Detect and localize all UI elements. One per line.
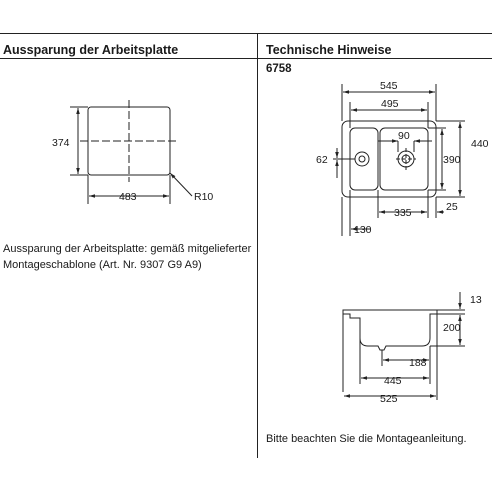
radius-leader — [170, 173, 192, 196]
cutout-width-label: 483 — [119, 191, 137, 203]
depth-label: 200 — [443, 322, 461, 334]
small-drain — [355, 152, 369, 166]
article-number: 6758 — [266, 63, 292, 75]
outer-length-label: 525 — [380, 393, 398, 405]
inner-width-label: 495 — [381, 98, 399, 110]
cutout-drawing — [70, 100, 192, 204]
right-heading: Technische Hinweise — [266, 43, 392, 57]
footer-note: Bitte beachten Sie die Montageanleitung. — [266, 433, 467, 445]
inner-depth-label: 390 — [443, 154, 461, 166]
outer-depth-label: 440 — [471, 138, 489, 150]
drain-width-label: 90 — [398, 130, 410, 142]
drain-offset-label: 62 — [316, 154, 328, 166]
sink-profile — [343, 310, 437, 350]
cutout-note-line2: Montageschablone (Art. Nr. 9307 G9 A9) — [3, 259, 202, 271]
edge-label: 25 — [446, 201, 458, 213]
sink-outer — [342, 121, 436, 197]
left-heading: Aussparung der Arbeitsplatte — [3, 43, 179, 57]
cutout-note-line1: Aussparung der Arbeitsplatte: gemäß mitgelieferter — [3, 243, 252, 255]
inner-length-label: 445 — [384, 375, 402, 387]
sink-side-view — [343, 292, 465, 400]
outer-width-label: 545 — [380, 80, 398, 92]
cutout-radius-label: R10 — [194, 191, 214, 203]
cutout-height-label: 374 — [52, 137, 70, 149]
left-edge-label: 130 — [354, 224, 372, 236]
rim-label: 13 — [470, 294, 482, 306]
bowl-width-label: 335 — [394, 207, 412, 219]
drain-distance-label: 188 — [409, 357, 427, 369]
